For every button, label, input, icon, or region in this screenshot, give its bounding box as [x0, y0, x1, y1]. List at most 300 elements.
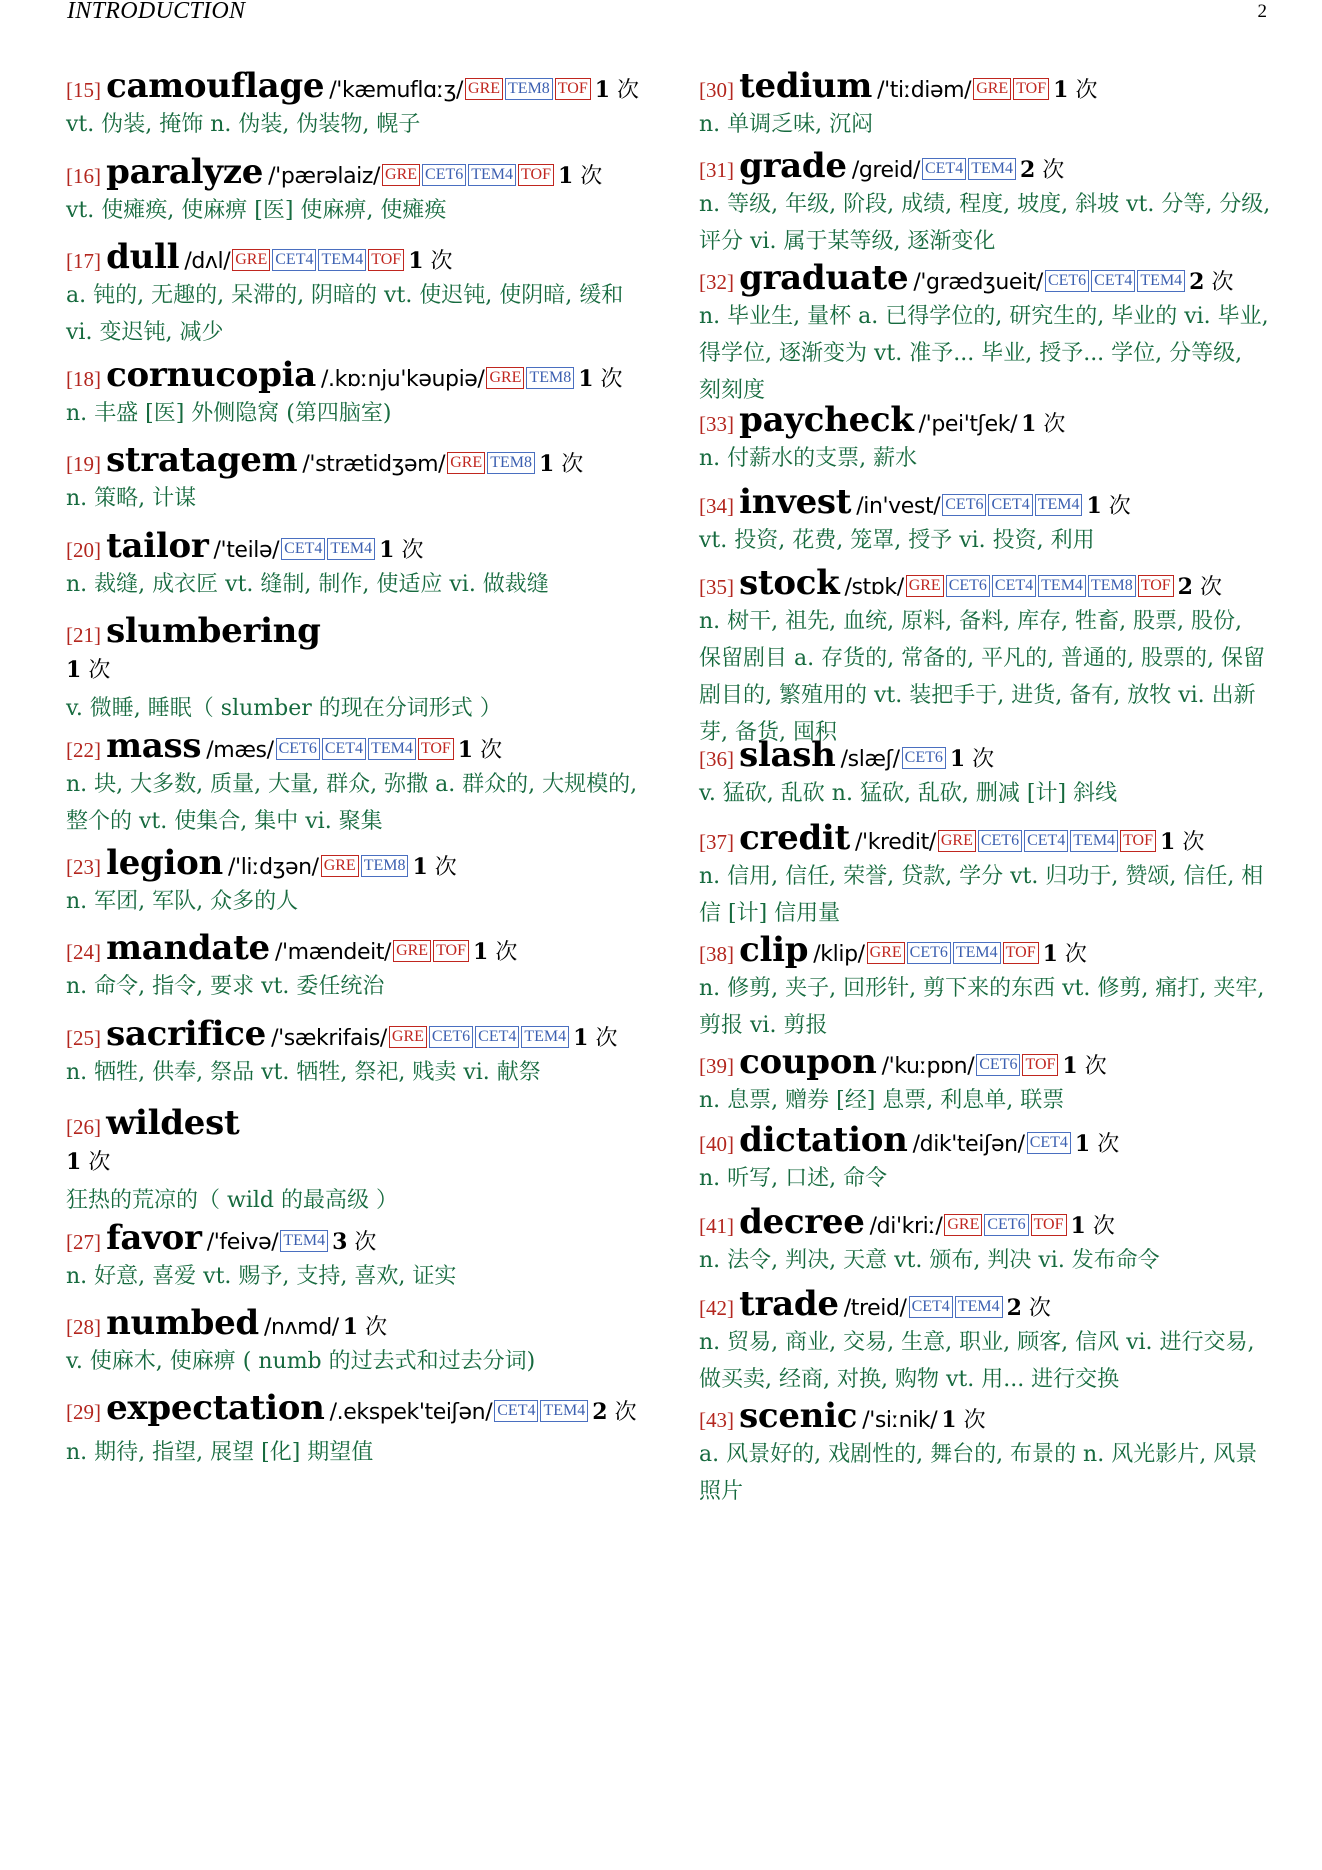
headword: favor: [106, 1218, 202, 1258]
exam-tag: CET4: [988, 494, 1032, 516]
exam-tag: TEM4: [368, 738, 416, 760]
definition: n. 裁缝, 成衣匠 vt. 缝制, 制作, 使适应 vi. 做裁缝: [66, 572, 549, 597]
definition: n. 好意, 喜爱 vt. 赐予, 支持, 喜欢, 证实: [66, 1264, 457, 1289]
vocab-entry: [699, 1120, 1271, 1197]
vocab-entry: [66, 928, 646, 1005]
entry-headline: [66, 152, 646, 192]
entry-index: [21]: [66, 623, 101, 647]
vocab-entry: [699, 258, 1271, 409]
vocab-entry: [699, 563, 1271, 751]
occurrence-count: [1189, 270, 1233, 295]
vocab-entry: [66, 1014, 646, 1091]
phonetic: /'grædʒueit/: [913, 270, 1043, 295]
occurrence-count: [343, 1315, 387, 1340]
entry-index: [38]: [699, 942, 734, 966]
exam-tag: TEM4: [327, 538, 375, 560]
entry-index: [28]: [66, 1315, 101, 1339]
vocab-entry: [699, 482, 1271, 559]
occurrence-count: [458, 738, 502, 763]
occurrence-count: [1053, 78, 1097, 103]
definition: n. 信用, 信任, 荣誉, 贷款, 学分 vt. 归功于, 赞颂, 信任, 相信 [计] 信用量: [699, 864, 1264, 926]
count-number: 1: [408, 248, 424, 274]
count-number: 1: [578, 366, 594, 392]
count-suffix: 次: [1084, 1054, 1107, 1079]
exam-tag: TOF: [1022, 1054, 1058, 1076]
entry-index: [22]: [66, 738, 101, 762]
exam-tag: CET4: [1091, 270, 1135, 292]
entry-index: [43]: [699, 1408, 734, 1432]
entry-index: [30]: [699, 78, 734, 102]
count-number: 1: [573, 1025, 589, 1051]
exam-tag: TEM4: [1070, 830, 1118, 852]
occurrence-count: [1021, 412, 1065, 437]
exam-tag: CET6: [276, 738, 320, 760]
phonetic: /'mændeit/: [274, 940, 392, 965]
exam-tag: TEM8: [361, 855, 409, 877]
definition: n. 军团, 军队, 众多的人: [66, 889, 299, 914]
headword: dictation: [739, 1120, 908, 1160]
entry-index: [42]: [699, 1296, 734, 1320]
exam-tag: TOF: [418, 738, 454, 760]
phonetic: /.ekspek'teiʃən/: [329, 1400, 493, 1425]
definition: v. 微睡, 睡眠（ slumber 的现在分词形式 ）: [66, 696, 502, 721]
entry-index: [20]: [66, 538, 101, 562]
exam-tag: TEM4: [521, 1026, 569, 1048]
definition: n. 法令, 判决, 天意 vt. 颁布, 判决 vi. 发布命令: [699, 1248, 1160, 1273]
headword: scenic: [739, 1396, 858, 1436]
count-suffix: 次: [1182, 830, 1205, 855]
count-number: 1: [457, 737, 474, 763]
vocab-entry: [699, 818, 1271, 932]
entry-index: [25]: [66, 1026, 101, 1050]
occurrence-count: [573, 1026, 617, 1051]
exam-tag: GRE: [944, 1214, 982, 1236]
entry-index: [37]: [699, 830, 734, 854]
headword: coupon: [739, 1042, 877, 1082]
entry-index: [36]: [699, 747, 734, 771]
exam-tag: TOF: [433, 940, 469, 962]
count-number: 1: [1053, 77, 1069, 103]
exam-tag: CET4: [322, 738, 366, 760]
phonetic: /'kæmuflɑːʒ/: [329, 78, 464, 103]
definition: a. 风景好的, 戏剧性的, 舞台的, 布景的 n. 风光影片, 风景照片: [699, 1442, 1258, 1504]
count-number: 2: [1006, 1295, 1022, 1321]
phonetic: /'kuːpɒn/: [881, 1054, 975, 1079]
vocab-entry: [66, 611, 646, 727]
vocab-entry: [699, 1202, 1271, 1279]
exam-tag: TEM4: [968, 158, 1016, 180]
exam-tag: CET6: [422, 164, 466, 186]
count-suffix: 次: [430, 249, 453, 274]
count-number: 1: [1062, 1053, 1078, 1079]
entry-index: [19]: [66, 452, 101, 476]
count-number: 2: [1019, 157, 1036, 183]
phonetic: /treid/: [843, 1296, 907, 1321]
count-number: 1: [379, 537, 395, 563]
exam-tag: GRE: [447, 452, 485, 474]
headword: trade: [739, 1284, 839, 1324]
headword: clip: [739, 930, 809, 970]
vocab-entry: [699, 1396, 1271, 1510]
count-number: 1: [1086, 493, 1102, 519]
count-suffix: 次: [365, 1315, 388, 1340]
headword: invest: [739, 482, 852, 522]
entry-index: [26]: [66, 1115, 101, 1139]
exam-tag: TEM8: [526, 367, 574, 389]
entry-headline: [66, 1014, 646, 1054]
count-number: 3: [332, 1229, 348, 1255]
exam-tag: TEM4: [955, 1296, 1003, 1318]
exam-tag: GRE: [973, 78, 1011, 100]
phonetic: /'strætidʒəm/: [302, 452, 446, 477]
count-number: 1: [557, 163, 574, 189]
exam-tag: TEM4: [1038, 575, 1086, 597]
phonetic: /mæs/: [206, 738, 274, 763]
count-suffix: 次: [561, 452, 584, 477]
exam-tag: GRE: [321, 855, 359, 877]
occurrence-count: [66, 1150, 110, 1175]
count-suffix: 次: [963, 1408, 986, 1433]
definition: vt. 投资, 花费, 笼罩, 授予 vi. 投资, 利用: [699, 528, 1095, 553]
count-number: 1: [949, 746, 966, 772]
exam-tag: TOF: [1013, 78, 1049, 100]
headword: stock: [739, 563, 840, 603]
count-suffix: 次: [1092, 1214, 1115, 1239]
entry-headline: [66, 1388, 646, 1434]
headword: numbed: [106, 1303, 259, 1343]
exam-tag: CET6: [978, 830, 1022, 852]
entry-headline: [699, 146, 1271, 186]
definition: vt. 使瘫痪, 使麻痹 [医] 使麻痹, 使瘫痪: [66, 198, 447, 223]
exam-tag: CET6: [942, 494, 986, 516]
entry-index: [35]: [699, 575, 734, 599]
entry-headline: [66, 726, 646, 766]
headword: expectation: [106, 1388, 325, 1428]
headword: sacrifice: [106, 1014, 266, 1054]
vocab-entry: [699, 1042, 1271, 1119]
exam-tag: GRE: [938, 830, 976, 852]
count-suffix: 次: [1097, 1132, 1120, 1157]
page-header: [67, 0, 1265, 28]
headword: graduate: [739, 258, 909, 298]
count-number: 1: [1160, 829, 1176, 855]
entry-index: [34]: [699, 494, 734, 518]
count-suffix: 次: [1075, 78, 1098, 103]
headword: wildest: [106, 1103, 240, 1143]
occurrence-count: [1007, 1296, 1051, 1321]
entry-index: [29]: [66, 1400, 101, 1424]
entry-index: [24]: [66, 940, 101, 964]
exam-tag: TEM8: [505, 78, 553, 100]
exam-tag: GRE: [393, 940, 431, 962]
vocab-entry: [66, 726, 646, 840]
exam-tag: GRE: [465, 78, 503, 100]
phonetic: /in'vest/: [856, 494, 941, 519]
phonetic: /'kredit/: [855, 830, 936, 855]
phonetic: /slæʃ/: [840, 747, 900, 772]
entry-index: [31]: [699, 158, 734, 182]
vocab-entry: [699, 1284, 1271, 1398]
exam-tag: CET6: [1045, 270, 1089, 292]
page-number: 2: [1257, 1, 1267, 22]
vocab-entry: [699, 146, 1271, 260]
entry-headline: [66, 1218, 646, 1258]
exam-tag: CET4: [992, 575, 1036, 597]
entry-index: [33]: [699, 412, 734, 436]
count-suffix: 次: [972, 747, 995, 772]
entry-headline: [699, 1042, 1271, 1082]
entry-headline: [66, 1103, 646, 1143]
definition: n. 息票, 赠券 [经] 息票, 利息单, 联票: [699, 1088, 1065, 1113]
occurrence-count: [1075, 1132, 1119, 1157]
vocab-entry: [66, 1388, 646, 1471]
definition: n. 期待, 指望, 展望 [化] 期望值: [66, 1440, 374, 1465]
vocab-entry: [699, 400, 1271, 477]
vocab-entry: [699, 735, 1271, 812]
count-suffix: 次: [88, 658, 111, 683]
definition: a. 钝的, 无趣的, 呆滞的, 阴暗的 vt. 使迟钝, 使阴暗, 缓和 vi. 变迟钝, 减少: [66, 283, 624, 345]
occurrence-count: [1020, 158, 1064, 183]
count-suffix: 次: [580, 164, 603, 189]
count-suffix: 次: [617, 78, 640, 103]
exam-tag: TEM4: [540, 1400, 588, 1422]
vocab-entry: [699, 66, 1271, 143]
headword: tailor: [106, 526, 209, 566]
count-number: 2: [1189, 269, 1205, 295]
headword: stratagem: [106, 440, 298, 480]
exam-tag: CET4: [1027, 1132, 1071, 1154]
vocab-entry: [66, 526, 646, 603]
exam-tag: CET4: [475, 1026, 519, 1048]
entry-headline: [699, 1120, 1271, 1160]
occurrence-count: [473, 940, 517, 965]
exam-tag: TEM8: [487, 452, 535, 474]
headword: grade: [739, 146, 847, 186]
definition: vt. 伪装, 掩饰 n. 伪装, 伪装物, 幌子: [66, 112, 421, 137]
count-suffix: 次: [1028, 1296, 1051, 1321]
phonetic: /greid/: [851, 158, 920, 183]
exam-tag: CET6: [984, 1214, 1028, 1236]
vocab-entry: [66, 355, 646, 432]
count-suffix: 次: [1064, 942, 1087, 967]
exam-tag: GRE: [382, 164, 420, 186]
entry-index: [16]: [66, 164, 101, 188]
entry-headline: [66, 237, 646, 277]
count-number: 1: [1021, 411, 1037, 437]
vocab-entry: [66, 1218, 646, 1295]
occurrence-count: [950, 747, 994, 772]
entry-headline: [699, 930, 1271, 970]
definition: n. 听写, 口述, 命令: [699, 1166, 888, 1191]
count-number: 1: [538, 451, 555, 477]
occurrence-count: [1043, 942, 1087, 967]
count-number: 2: [592, 1399, 608, 1425]
count-suffix: 次: [1199, 575, 1222, 600]
definition: n. 块, 大多数, 质量, 大量, 群众, 弥撒 a. 群众的, 大规模的, 整个的 vt. 使集合, 集中 vi. 聚集: [66, 772, 638, 834]
phonetic: /nʌmd/: [263, 1315, 339, 1340]
definition: n. 付薪水的支票, 薪水: [699, 446, 918, 471]
entry-index: [41]: [699, 1214, 734, 1238]
count-line: [66, 651, 646, 690]
occurrence-count: [592, 1400, 636, 1425]
occurrence-count: [578, 367, 622, 392]
count-suffix: 次: [480, 738, 503, 763]
vocab-entry: [66, 1303, 646, 1380]
entry-headline: [66, 355, 646, 395]
count-suffix: 次: [1042, 158, 1065, 183]
phonetic: /klip/: [813, 942, 865, 967]
running-title: INTRODUCTION: [67, 0, 246, 24]
vocab-entry: [66, 152, 646, 229]
exam-tag: TEM4: [1137, 270, 1185, 292]
count-number: 1: [1074, 1131, 1091, 1157]
count-number: 1: [412, 854, 428, 880]
vocab-entry: [699, 930, 1271, 1044]
exam-tag: TEM4: [468, 164, 516, 186]
phonetic: /dik'teiʃən/: [912, 1132, 1025, 1157]
phonetic: /dʌl/: [184, 249, 231, 274]
exam-tag: TEM4: [280, 1230, 328, 1252]
phonetic: /'pei'tʃek/: [918, 412, 1018, 437]
occurrence-count: [408, 249, 452, 274]
exam-tag: GRE: [867, 942, 905, 964]
occurrence-count: [941, 1408, 985, 1433]
entry-headline: [66, 440, 646, 480]
count-number: 1: [342, 1314, 359, 1340]
count-number: 1: [594, 77, 611, 103]
count-number: 1: [66, 657, 82, 683]
count-line: [66, 1143, 646, 1182]
exam-tag: TOF: [1003, 942, 1039, 964]
exam-tag: TOF: [368, 249, 404, 271]
count-number: 1: [473, 939, 489, 965]
entry-index: [27]: [66, 1230, 101, 1254]
vocab-entry: [66, 843, 646, 920]
entry-index: [17]: [66, 249, 101, 273]
count-suffix: 次: [595, 1026, 618, 1051]
exam-tag: CET4: [272, 249, 316, 271]
entry-headline: [66, 1303, 646, 1343]
headword: credit: [739, 818, 850, 858]
entry-headline: [699, 1284, 1271, 1324]
headword: mass: [106, 726, 202, 766]
definition: n. 毕业生, 量杯 a. 已得学位的, 研究生的, 毕业的 vi. 毕业, 得学位, 逐渐变为 vt. 准予... 毕业, 授予... 学位, 分等级, 刻刻度: [699, 304, 1269, 403]
exam-tag: TEM8: [1088, 575, 1136, 597]
headword: decree: [739, 1202, 865, 1242]
occurrence-count: [1178, 575, 1222, 600]
exam-tag: TEM4: [953, 942, 1001, 964]
count-suffix: 次: [434, 855, 457, 880]
vocab-entry: [66, 440, 646, 517]
count-suffix: 次: [401, 538, 424, 563]
definition: v. 使麻木, 使麻痹 ( numb 的过去式和过去分词): [66, 1349, 536, 1374]
phonetic: /'teilə/: [213, 538, 280, 563]
entry-headline: [66, 843, 646, 883]
exam-tag: CET4: [909, 1296, 953, 1318]
phonetic: /'feivə/: [206, 1230, 279, 1255]
headword: paycheck: [739, 400, 914, 440]
vocab-entry: [66, 237, 646, 351]
exam-tag: TEM4: [318, 249, 366, 271]
definition: v. 猛砍, 乱砍 n. 猛砍, 乱砍, 删减 [计] 斜线: [699, 781, 1118, 806]
occurrence-count: [558, 164, 602, 189]
entry-headline: [66, 66, 646, 106]
count-suffix: 次: [88, 1150, 111, 1175]
count-suffix: 次: [354, 1230, 377, 1255]
phonetic: /'pærəlaiz/: [268, 164, 381, 189]
entry-headline: [66, 928, 646, 968]
exam-tag: TOF: [1138, 575, 1174, 597]
headword: dull: [106, 237, 180, 277]
entry-headline: [66, 611, 646, 651]
entry-headline: [699, 400, 1271, 440]
exam-tag: CET6: [902, 747, 946, 769]
exam-tag: CET6: [946, 575, 990, 597]
exam-tag: TOF: [555, 78, 591, 100]
count-number: 1: [941, 1407, 957, 1433]
count-number: 1: [1070, 1213, 1086, 1239]
count-number: 1: [66, 1149, 82, 1175]
phonetic: /'tiːdiəm/: [877, 78, 972, 103]
exam-tag: TEM4: [1035, 494, 1083, 516]
occurrence-count: [1160, 830, 1204, 855]
definition: n. 修剪, 夹子, 回形针, 剪下来的东西 vt. 修剪, 痛打, 夹牢, 剪报 vi. 剪报: [699, 976, 1265, 1038]
headword: camouflage: [106, 66, 325, 106]
exam-tag: CET4: [494, 1400, 538, 1422]
entry-headline: [699, 258, 1271, 298]
exam-tag: GRE: [486, 367, 524, 389]
headword: mandate: [106, 928, 270, 968]
occurrence-count: [412, 855, 456, 880]
vocab-entry: [66, 1103, 646, 1219]
entry-headline: [699, 735, 1271, 775]
entry-headline: [699, 482, 1271, 522]
entry-index: [23]: [66, 855, 101, 879]
entry-index: [18]: [66, 367, 101, 391]
count-suffix: 次: [1211, 270, 1234, 295]
phonetic: /stɒk/: [844, 575, 904, 600]
entry-headline: [699, 818, 1271, 858]
count-suffix: 次: [600, 367, 623, 392]
occurrence-count: [1062, 1054, 1106, 1079]
count-suffix: 次: [1108, 494, 1131, 519]
count-suffix: 次: [495, 940, 518, 965]
exam-tag: CET4: [922, 158, 966, 180]
entry-index: [32]: [699, 270, 734, 294]
phonetic: /'liːdʒən/: [228, 855, 319, 880]
phonetic: /.kɒːnju'kəupiə/: [321, 367, 485, 392]
definition: n. 策略, 计谋: [66, 486, 197, 511]
count-suffix: 次: [1043, 412, 1066, 437]
exam-tag: GRE: [232, 249, 270, 271]
phonetic: /'sækrifais/: [271, 1026, 387, 1051]
occurrence-count: [332, 1230, 376, 1255]
exam-tag: GRE: [389, 1026, 427, 1048]
definition: n. 贸易, 商业, 交易, 生意, 职业, 顾客, 信风 vi. 进行交易, 做买卖, 经商, 对换, 购物 vt. 用... 进行交换: [699, 1330, 1255, 1392]
entry-headline: [699, 563, 1271, 603]
occurrence-count: [379, 538, 423, 563]
occurrence-count: [1071, 1214, 1115, 1239]
definition: n. 单调乏味, 沉闷: [699, 112, 874, 137]
headword: cornucopia: [106, 355, 316, 395]
exam-tag: GRE: [906, 575, 944, 597]
occurrence-count: [66, 658, 110, 683]
headword: slumbering: [106, 611, 321, 651]
definition: n. 树干, 祖先, 血统, 原料, 备料, 库存, 牲畜, 股票, 股份, 保留剧目 a. 存货的, 常备的, 平凡的, 普通的, 股票的, 保留剧目的, 繁殖用的 vt. 装把手于, 进货, 备有, 放牧 vi. 出新芽, 备货, 囤积: [699, 609, 1266, 745]
occurrence-count: [1086, 494, 1130, 519]
occurrence-count: [595, 78, 639, 103]
entry-index: [39]: [699, 1054, 734, 1078]
